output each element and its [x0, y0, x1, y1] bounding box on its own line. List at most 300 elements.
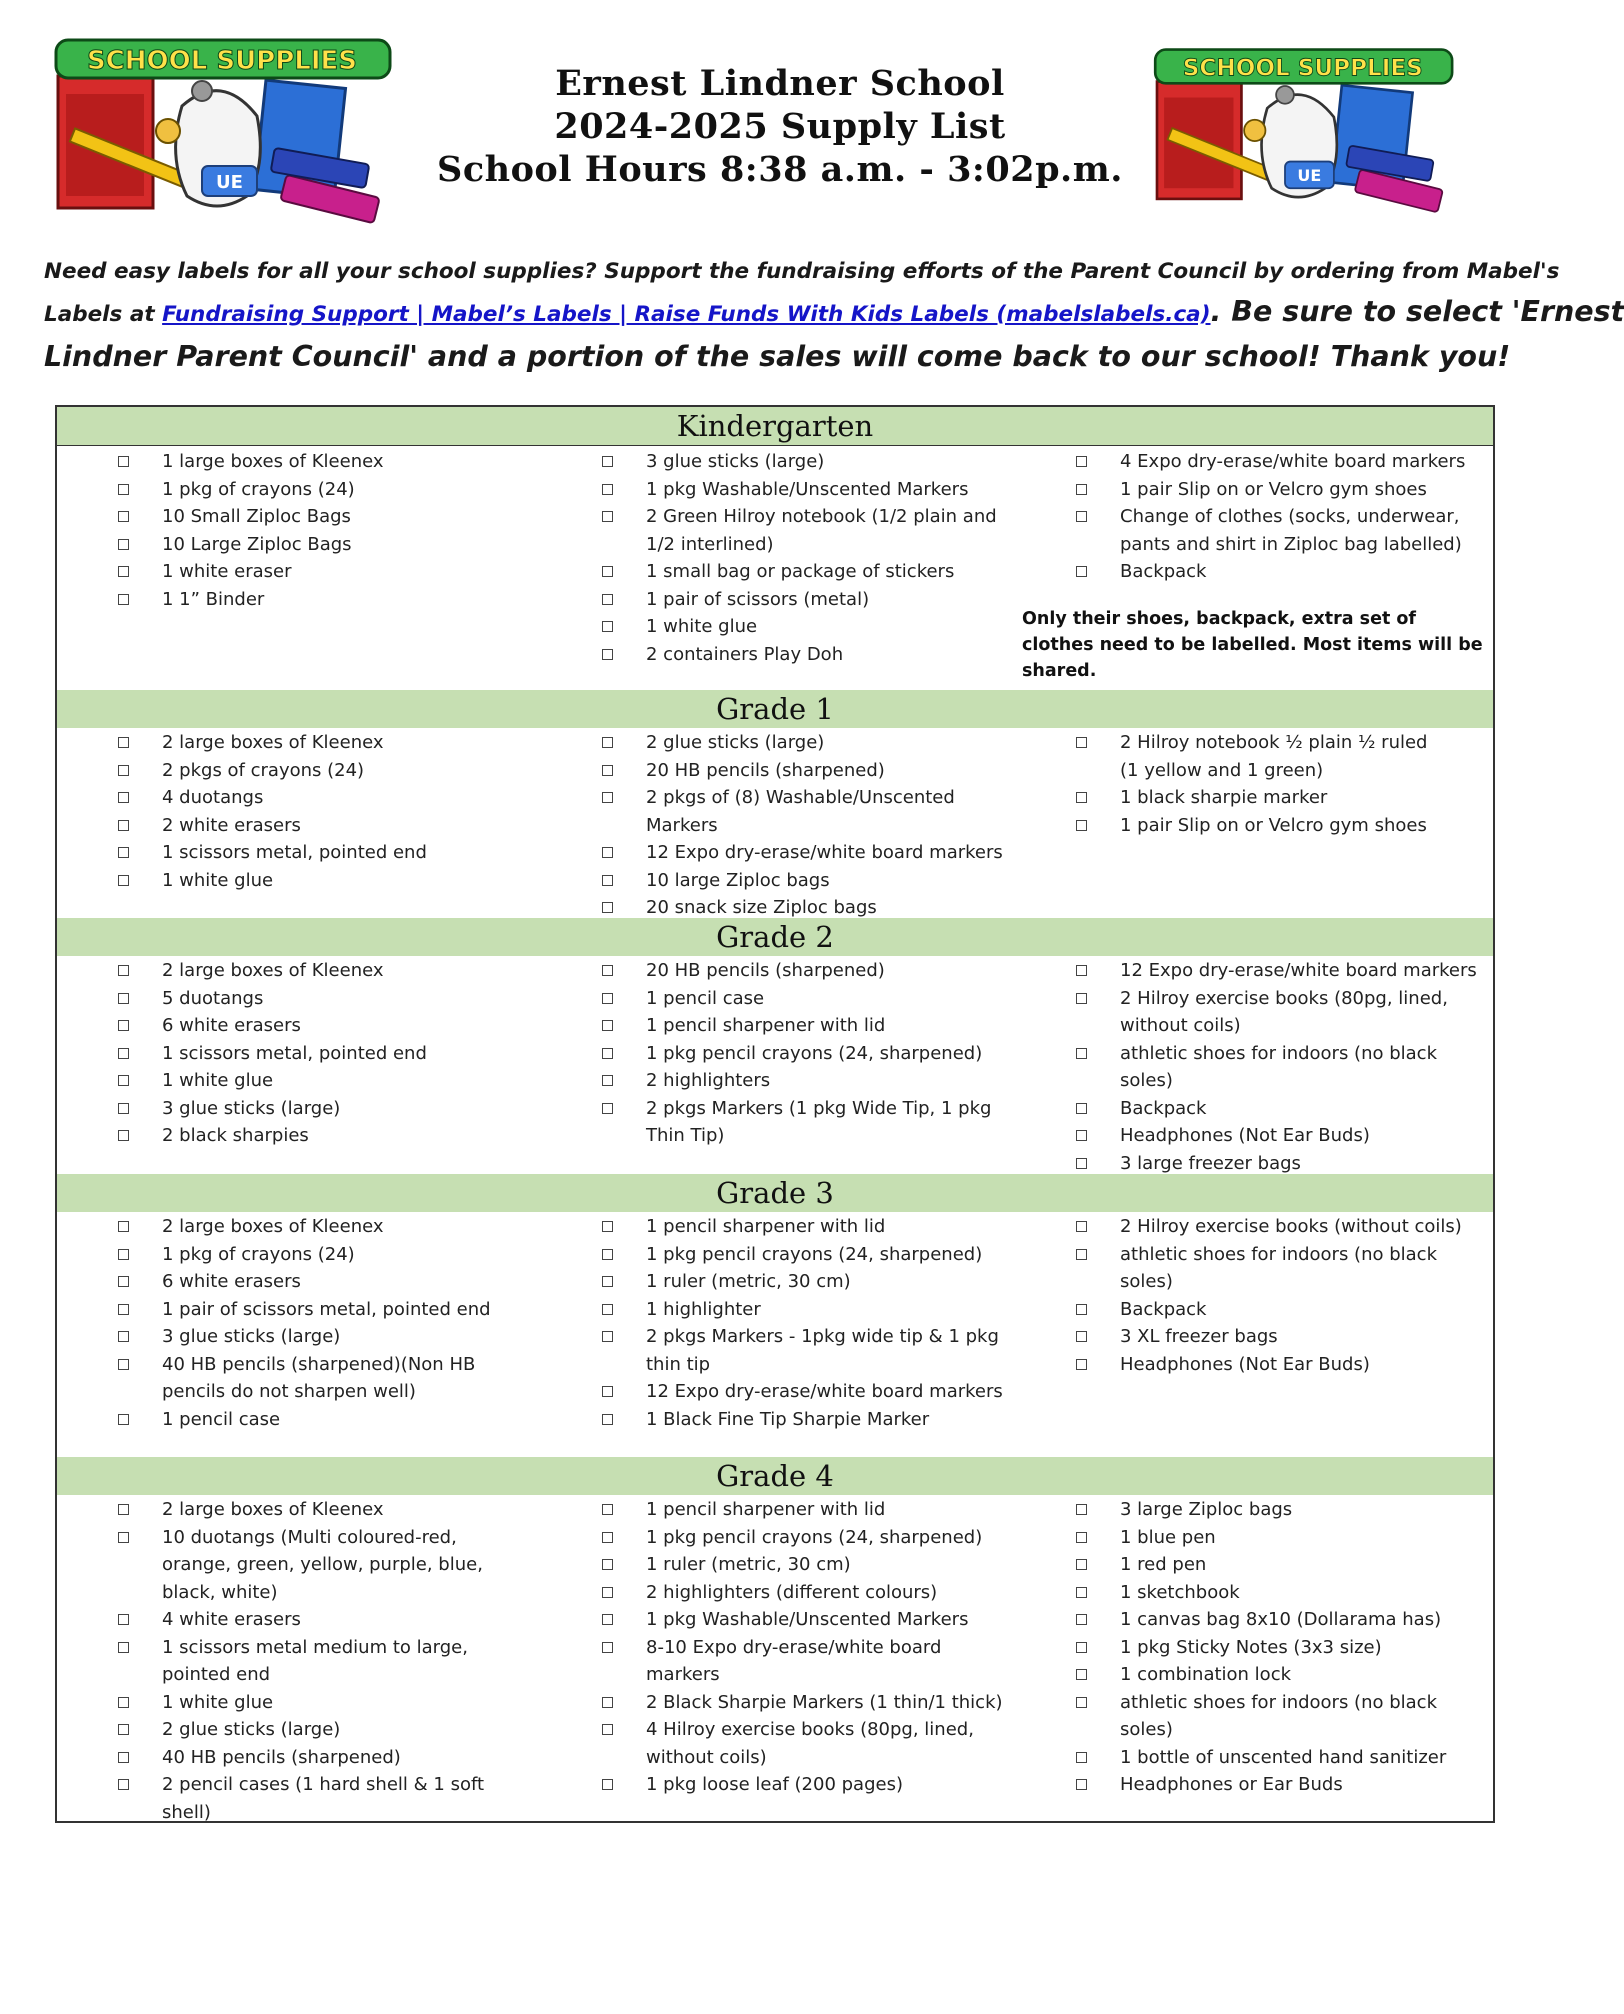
supply-item	[541, 1268, 1011, 1296]
checkbox[interactable]	[118, 1532, 129, 1543]
grade-3-col-2	[541, 1213, 1011, 1433]
supply-item-label: 2 Hilroy notebook ½ plain ½ ruled (1 yellow and 1 green)	[1120, 732, 1428, 781]
supply-item	[541, 613, 1011, 641]
supply-item-label: athletic shoes for indoors (no black soles)	[1120, 1243, 1437, 1292]
promo-line-3: Lindner Parent Council' and a portion of the sales will come back to our school! Thank you!	[44, 340, 1511, 373]
checkbox[interactable]	[602, 1532, 613, 1543]
checkbox[interactable]	[1076, 1642, 1087, 1653]
supply-item-label: 40 HB pencils (sharpened)	[162, 1746, 401, 1768]
supply-item	[57, 1351, 527, 1406]
supply-item	[57, 1067, 527, 1095]
school-supplies-logo-right	[1150, 46, 1460, 206]
supply-item	[57, 1496, 527, 1524]
supply-item-label: 3 glue sticks (large)	[646, 451, 825, 472]
supply-item-label: 1 pkg pencil crayons (24, sharpened)	[646, 1243, 983, 1265]
supply-item-label: 3 glue sticks (large)	[162, 1097, 341, 1119]
grade-2-col-1	[57, 957, 527, 1150]
supply-item-label: 1 scissors metal, pointed end	[162, 842, 427, 863]
supply-item	[57, 1524, 527, 1607]
supply-item	[541, 1296, 1011, 1324]
supply-item	[541, 1524, 1011, 1552]
grade-1-header: Grade 1	[57, 690, 1493, 728]
checkbox[interactable]	[602, 621, 613, 632]
supply-item	[1015, 1095, 1485, 1123]
supply-item	[541, 1716, 1011, 1771]
checkbox[interactable]	[1076, 1048, 1087, 1059]
supply-item-label: 20 snack size Ziploc bags	[646, 897, 877, 918]
supply-item	[1015, 1213, 1485, 1241]
kindergarten-header: Kindergarten	[57, 407, 1493, 446]
supply-item-label: 4 Expo dry-erase/white board markers	[1120, 451, 1466, 472]
supply-item	[57, 784, 527, 812]
supply-item	[57, 1213, 527, 1241]
supply-item	[541, 1579, 1011, 1607]
checkbox[interactable]	[1076, 1779, 1087, 1790]
supply-item-label: 1 white eraser	[162, 561, 292, 582]
checkbox[interactable]	[602, 1304, 613, 1315]
supply-item	[541, 1689, 1011, 1717]
checkbox[interactable]	[602, 1331, 613, 1342]
supply-item-label: 40 HB pencils (sharpened)(Non HB pencils do not sharpen well)	[162, 1353, 476, 1402]
checkbox[interactable]	[118, 1642, 129, 1653]
supply-item	[541, 558, 1011, 586]
checkbox[interactable]	[1076, 1669, 1087, 1680]
supply-item	[1015, 1634, 1485, 1662]
checkbox[interactable]	[1076, 1752, 1087, 1763]
supply-item	[1015, 1579, 1485, 1607]
supply-item	[57, 1406, 527, 1434]
supply-item-label: 1 combination lock	[1120, 1664, 1292, 1685]
supply-item	[1015, 1150, 1485, 1178]
supply-item	[57, 503, 527, 531]
checkbox[interactable]	[118, 566, 129, 577]
supply-item-label: 2 pkgs Markers - 1pkg wide tip & 1 pkg thin tip	[646, 1326, 999, 1375]
supply-item-label: 3 large freezer bags	[1120, 1152, 1301, 1174]
checkbox[interactable]	[1076, 456, 1087, 467]
checkbox[interactable]	[1076, 484, 1087, 495]
supply-item	[541, 1406, 1011, 1434]
checkbox[interactable]	[118, 539, 129, 550]
checkbox[interactable]	[602, 1386, 613, 1397]
supply-item-label: Headphones (Not Ear Buds)	[1120, 1125, 1370, 1146]
supply-item	[541, 1241, 1011, 1269]
supply-item-label: Headphones or Ear Buds	[1120, 1774, 1343, 1795]
supply-item-label: 2 white erasers	[162, 814, 301, 836]
supply-item	[541, 985, 1011, 1013]
supply-item	[57, 867, 527, 895]
supply-item	[1015, 1296, 1485, 1324]
checkbox[interactable]	[602, 875, 613, 886]
checkbox[interactable]	[118, 511, 129, 522]
checkbox[interactable]	[602, 1048, 613, 1059]
supply-item	[57, 1689, 527, 1717]
supply-item-label: 1 bottle of unscented hand sanitizer	[1120, 1746, 1447, 1768]
checkbox[interactable]	[118, 792, 129, 803]
grade-4-col-1	[57, 1496, 527, 1826]
checkbox[interactable]	[118, 1414, 129, 1425]
checkbox[interactable]	[602, 993, 613, 1004]
glue-label: UE	[1297, 166, 1322, 186]
grade-3-header: Grade 3	[57, 1174, 1493, 1212]
supply-item-label: 1 pkg pencil crayons (24, sharpened)	[646, 1042, 983, 1064]
supply-item	[57, 1716, 527, 1744]
supply-item-label: 2 large boxes of Kleenex	[162, 732, 384, 753]
checkbox[interactable]	[1076, 965, 1087, 976]
supply-item-label: 1 Black Fine Tip Sharpie Marker	[646, 1408, 930, 1430]
supply-item	[1015, 985, 1485, 1040]
checkbox[interactable]	[118, 1724, 129, 1735]
supply-item	[57, 729, 527, 757]
supply-item	[57, 812, 527, 840]
checkbox[interactable]	[602, 1020, 613, 1031]
checkbox[interactable]	[1076, 737, 1087, 748]
checkbox[interactable]	[1076, 1614, 1087, 1625]
checkbox[interactable]	[602, 1587, 613, 1598]
supply-item-label: 1 white glue	[162, 1070, 274, 1091]
supply-item-label: 1 blue pen	[1120, 1526, 1216, 1548]
supply-item-label: 1 pkg of crayons (24)	[162, 478, 355, 500]
checkbox[interactable]	[118, 965, 129, 976]
supply-item-label: 1 pkg Washable/Unscented Markers	[646, 1609, 969, 1630]
checkbox[interactable]	[118, 1130, 129, 1141]
checkbox[interactable]	[118, 1048, 129, 1059]
supply-item	[541, 448, 1011, 476]
supply-item	[1015, 1661, 1485, 1689]
checkbox[interactable]	[118, 1614, 129, 1625]
supply-item-label: 2 pkgs of crayons (24)	[162, 759, 365, 781]
checkbox[interactable]	[118, 847, 129, 858]
supply-item	[1015, 1241, 1485, 1296]
supply-item	[541, 784, 1011, 839]
supply-item-label: 1 pencil sharpener with lid	[646, 1216, 886, 1237]
supply-item-label: 2 Hilroy exercise books (without coils)	[1120, 1216, 1462, 1237]
checkbox[interactable]	[1076, 1559, 1087, 1570]
supply-item	[57, 1606, 527, 1634]
checkbox[interactable]	[118, 1103, 129, 1114]
checkbox[interactable]	[602, 847, 613, 858]
supply-item-label: 12 Expo dry-erase/white board markers	[646, 842, 1003, 863]
supply-item-label: Backpack	[1120, 1097, 1207, 1119]
checkbox[interactable]	[602, 737, 613, 748]
checkbox[interactable]	[118, 1331, 129, 1342]
supply-item-label: 20 HB pencils (sharpened)	[646, 759, 885, 781]
checkbox[interactable]	[602, 1559, 613, 1570]
checkbox[interactable]	[1076, 1587, 1087, 1598]
supply-item-label: 2 Hilroy exercise books (80pg, lined, without coils)	[1120, 987, 1448, 1036]
supply-item	[57, 985, 527, 1013]
promo-text	[44, 252, 1624, 379]
supply-item	[1015, 1551, 1485, 1579]
supply-item-label: 1 pair of scissors metal, pointed end	[162, 1298, 491, 1320]
supply-item-label: 1 pkg loose leaf (200 pages)	[646, 1774, 903, 1795]
supply-item	[541, 1213, 1011, 1241]
supply-item-label: 2 glue sticks (large)	[162, 1719, 341, 1740]
supply-item-label: 2 highlighters (different colours)	[646, 1581, 938, 1603]
checkbox[interactable]	[1076, 820, 1087, 831]
supply-item	[57, 839, 527, 867]
supply-item-label: 1 canvas bag 8x10 (Dollarama has)	[1120, 1609, 1442, 1630]
supply-item-label: 1 scissors metal, pointed end	[162, 1042, 427, 1064]
checkbox[interactable]	[602, 1642, 613, 1653]
supply-item	[1015, 812, 1485, 840]
supply-item	[57, 1040, 527, 1068]
supply-item	[541, 641, 1011, 669]
supply-item-label: 1 white glue	[646, 616, 758, 637]
supply-item-label: 1 small bag or package of stickers	[646, 561, 955, 582]
supply-item	[541, 1378, 1011, 1406]
supply-item-label: Backpack	[1120, 1298, 1207, 1320]
supply-item	[1015, 448, 1485, 476]
supply-item-label: 10 Small Ziploc Bags	[162, 506, 351, 527]
supply-item	[57, 957, 527, 985]
checkbox[interactable]	[1076, 993, 1087, 1004]
supply-item	[541, 1040, 1011, 1068]
checkbox[interactable]	[602, 792, 613, 803]
checkbox[interactable]	[602, 1221, 613, 1232]
supply-item	[541, 957, 1011, 985]
supply-item-label: 10 Large Ziploc Bags	[162, 533, 352, 555]
supply-item-label: 1 pair of scissors (metal)	[646, 588, 870, 610]
checkbox[interactable]	[118, 1020, 129, 1031]
supply-item-label: 1 ruler (metric, 30 cm)	[646, 1271, 851, 1292]
supply-item-label: 2 Green Hilroy notebook (1/2 plain and 1/2 interlined)	[646, 506, 997, 555]
checkbox[interactable]	[602, 1724, 613, 1735]
checkbox[interactable]	[118, 820, 129, 831]
supply-item-label: 2 pkgs of (8) Washable/Unscented Markers	[646, 787, 955, 836]
supply-item	[57, 1012, 527, 1040]
supply-item-label: 1 pencil case	[162, 1408, 281, 1430]
supply-item	[541, 1067, 1011, 1095]
supply-item	[541, 586, 1011, 614]
supply-item-label: 2 containers Play Doh	[646, 643, 844, 665]
checkbox[interactable]	[118, 765, 129, 776]
supply-item	[541, 1634, 1011, 1689]
grade-4-col-3	[1015, 1496, 1485, 1799]
supply-item	[57, 1323, 527, 1351]
supply-item	[1015, 1496, 1485, 1524]
supply-item-label: 2 large boxes of Kleenex	[162, 960, 384, 981]
checkbox[interactable]	[602, 456, 613, 467]
checkbox[interactable]	[602, 511, 613, 522]
supply-item-label: 10 large Ziploc bags	[646, 869, 830, 891]
supply-item-label: 2 large boxes of Kleenex	[162, 1499, 384, 1520]
checkbox[interactable]	[1076, 1130, 1087, 1141]
checkbox[interactable]	[602, 1075, 613, 1086]
supply-item	[57, 757, 527, 785]
supply-item-label: 2 Black Sharpie Markers (1 thin/1 thick)	[646, 1691, 1003, 1713]
supply-item	[57, 1771, 527, 1826]
supply-item	[1015, 558, 1485, 586]
supply-item	[57, 1122, 527, 1150]
supply-item-label: 1 sketchbook	[1120, 1581, 1240, 1603]
checkbox[interactable]	[602, 1614, 613, 1625]
supply-item-label: 4 duotangs	[162, 787, 264, 808]
checkbox[interactable]	[602, 1103, 613, 1114]
supply-item	[1015, 1606, 1485, 1634]
checkbox[interactable]	[1076, 566, 1087, 577]
supply-item	[57, 586, 527, 614]
grade-1-col-1	[57, 729, 527, 894]
school-supplies-logo-left	[52, 36, 397, 216]
supply-item	[57, 476, 527, 504]
supply-item	[1015, 957, 1485, 985]
supply-item-label: athletic shoes for indoors (no black soles)	[1120, 1691, 1437, 1740]
promo-line-2	[44, 292, 1624, 335]
supply-item	[541, 867, 1011, 895]
kindergarten-col-1	[57, 448, 527, 613]
checkbox[interactable]	[1076, 1359, 1087, 1370]
checkbox[interactable]	[118, 594, 129, 605]
supply-item	[541, 757, 1011, 785]
supply-item	[541, 1606, 1011, 1634]
supply-item-label: 3 XL freezer bags	[1120, 1326, 1278, 1347]
checkbox[interactable]	[602, 1697, 613, 1708]
supply-item-label: 10 duotangs (Multi coloured-red, orange, green, yellow, purple, blue, black, white)	[162, 1526, 483, 1603]
supply-item	[57, 1268, 527, 1296]
checkbox[interactable]	[602, 1779, 613, 1790]
supply-item	[1015, 1524, 1485, 1552]
supply-item-label: 5 duotangs	[162, 987, 264, 1009]
checkbox[interactable]	[118, 484, 129, 495]
supply-item-label: 3 glue sticks (large)	[162, 1326, 341, 1347]
checkbox[interactable]	[1076, 1249, 1087, 1260]
checkbox[interactable]	[1076, 1158, 1087, 1169]
mabels-labels-link[interactable]: Fundraising Support | Mabel’s Labels | Raise Funds With Kids Labels (mabelslabels.ca)	[162, 302, 1211, 327]
checkbox[interactable]	[118, 1697, 129, 1708]
supply-item-label: athletic shoes for indoors (no black soles)	[1120, 1042, 1437, 1091]
checkbox[interactable]	[602, 649, 613, 660]
checkbox[interactable]	[602, 484, 613, 495]
checkbox[interactable]	[118, 1779, 129, 1790]
supply-item	[1015, 503, 1485, 558]
kindergarten-col-3	[1015, 448, 1485, 586]
supply-item-label: 1 pkg pencil crayons (24, sharpened)	[646, 1526, 983, 1548]
school-hours: School Hours 8:38 a.m. - 3:02p.m.	[437, 149, 1123, 190]
checkbox[interactable]	[602, 965, 613, 976]
supply-item-label: 1 pencil case	[646, 987, 765, 1009]
supply-item-label: 2 pencil cases (1 hard shell & 1 soft shell)	[162, 1774, 485, 1823]
checkbox[interactable]	[602, 594, 613, 605]
supply-item-label: 3 large Ziploc bags	[1120, 1499, 1293, 1520]
supply-item-label: 1 1” Binder	[162, 588, 265, 610]
supply-item	[541, 1323, 1011, 1378]
supply-item-label: 12 Expo dry-erase/white board markers	[646, 1381, 1003, 1402]
checkbox[interactable]	[118, 1249, 129, 1260]
supply-item	[57, 558, 527, 586]
supply-item-label: 6 white erasers	[162, 1271, 301, 1292]
logo-text: SCHOOL SUPPLIES	[1182, 55, 1423, 82]
checkbox[interactable]	[602, 1276, 613, 1287]
checkbox[interactable]	[118, 1304, 129, 1315]
checkbox[interactable]	[1076, 1532, 1087, 1543]
supply-item-label: 6 white erasers	[162, 1015, 301, 1036]
supply-item	[1015, 1351, 1485, 1379]
supply-item	[541, 729, 1011, 757]
checkbox[interactable]	[602, 1414, 613, 1425]
checkbox[interactable]	[118, 1221, 129, 1232]
glue-label: UE	[216, 172, 243, 193]
logo-text: SCHOOL SUPPLIES	[86, 46, 358, 76]
supply-item-label: 1 red pen	[1120, 1554, 1207, 1575]
supply-item	[541, 1095, 1011, 1150]
supply-item	[57, 1744, 527, 1772]
supply-item-label: 1 large boxes of Kleenex	[162, 451, 384, 472]
checkbox[interactable]	[118, 993, 129, 1004]
supply-item-label: 1 pkg Washable/Unscented Markers	[646, 478, 969, 500]
supply-item-label: 1 pencil sharpener with lid	[646, 1499, 886, 1520]
supply-item	[1015, 1323, 1485, 1351]
checkbox[interactable]	[118, 456, 129, 467]
supply-item	[541, 1496, 1011, 1524]
supply-item	[57, 448, 527, 476]
checkbox[interactable]	[602, 1249, 613, 1260]
checkbox[interactable]	[602, 566, 613, 577]
checkbox[interactable]	[118, 1359, 129, 1370]
supply-item-label: Backpack	[1120, 561, 1207, 582]
supply-item-label: 2 glue sticks (large)	[646, 732, 825, 753]
checkbox[interactable]	[602, 1504, 613, 1515]
supply-item-label: 1 pair Slip on or Velcro gym shoes	[1120, 814, 1427, 836]
promo-labels-at: Labels at	[44, 302, 163, 327]
grade-1-col-3	[1015, 729, 1485, 839]
kindergarten-label-note: Only their shoes, backpack, extra set of clothes need to be labelled. Most items will be shared.	[1022, 609, 1483, 681]
checkbox[interactable]	[1076, 1697, 1087, 1708]
checkbox[interactable]	[1076, 1504, 1087, 1515]
supply-item-label: 2 large boxes of Kleenex	[162, 1216, 384, 1237]
supply-item-label: 1 pair Slip on or Velcro gym shoes	[1120, 478, 1427, 500]
grade-3-col-3	[1015, 1213, 1485, 1378]
checkbox[interactable]	[118, 1504, 129, 1515]
checkbox[interactable]	[602, 765, 613, 776]
supply-item	[541, 1771, 1011, 1799]
supply-item	[1015, 729, 1485, 784]
checkbox[interactable]	[1076, 1103, 1087, 1114]
promo-line-1: Need easy labels for all your school supplies? Support the fundraising efforts of the Parent Council by ordering from Mabel's	[44, 259, 1560, 284]
list-title: 2024-2025 Supply List	[554, 106, 1006, 147]
checkbox[interactable]	[118, 1075, 129, 1086]
checkbox[interactable]	[1076, 511, 1087, 522]
supply-item	[1015, 1122, 1485, 1150]
supply-item	[57, 1241, 527, 1269]
supply-item	[541, 1551, 1011, 1579]
page-header	[430, 62, 1130, 191]
checkbox[interactable]	[118, 875, 129, 886]
checkbox[interactable]	[1076, 1304, 1087, 1315]
supply-item-label: 4 Hilroy exercise books (80pg, lined, without coils)	[646, 1719, 974, 1768]
supply-item-label: Headphones (Not Ear Buds)	[1120, 1353, 1370, 1375]
supply-item-label: 1 ruler (metric, 30 cm)	[646, 1554, 851, 1575]
grade-4-col-2	[541, 1496, 1011, 1799]
supply-item-label: 1 white glue	[162, 869, 274, 891]
supply-item	[541, 1012, 1011, 1040]
checkbox[interactable]	[118, 737, 129, 748]
checkbox[interactable]	[118, 1752, 129, 1763]
supply-item-label: 1 black sharpie marker	[1120, 787, 1328, 808]
checkbox[interactable]	[118, 1276, 129, 1287]
checkbox[interactable]	[602, 902, 613, 913]
checkbox[interactable]	[1076, 792, 1087, 803]
supply-item	[1015, 476, 1485, 504]
supply-item-label: 12 Expo dry-erase/white board markers	[1120, 960, 1477, 981]
grade-4-header: Grade 4	[57, 1457, 1493, 1495]
checkbox[interactable]	[1076, 1331, 1087, 1342]
supply-item	[1015, 1040, 1485, 1095]
supply-item-label: 8-10 Expo dry-erase/white board markers	[646, 1636, 942, 1685]
checkbox[interactable]	[1076, 1221, 1087, 1232]
supply-item	[57, 531, 527, 559]
supply-item	[541, 839, 1011, 867]
supply-item	[541, 503, 1011, 558]
